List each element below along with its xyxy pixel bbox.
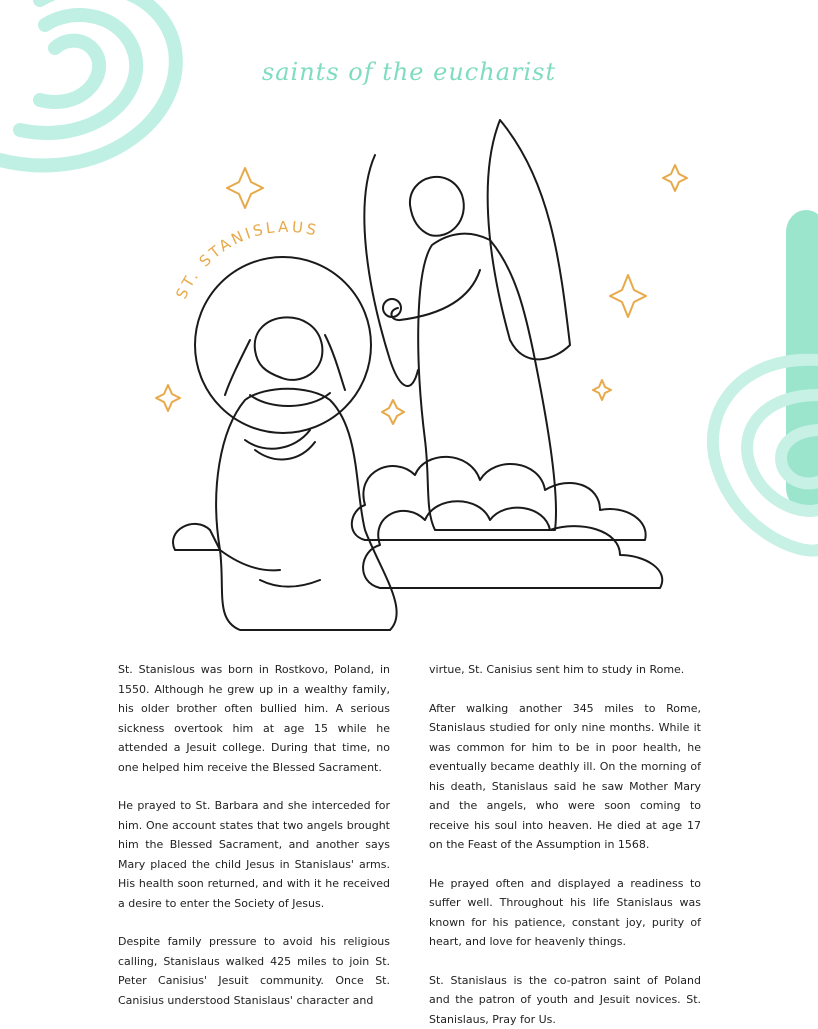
cloud-left (173, 524, 220, 550)
article-paragraph: Despite family pressure to avoid his religious calling, Stanislaus walked 425 miles to join St. Peter Canisius' Jesuit community. Once St. Canisius understood Stanislaus' character and (118, 932, 390, 1010)
angel-body (418, 234, 556, 530)
angel-arm (391, 270, 480, 320)
article-paragraph: He prayed to St. Barbara and she interceded for him. One account states that two angels brought him the Blessed Sacrament, and another says Mary placed the child Jesus in Stanislaus' arms. His health soon returned, and with it he received a desire to enter the Society of Jesus. (118, 796, 390, 913)
article-paragraph: St. Stanislaus is the co-patron saint of Poland and the patron of youth and Jesuit novices. St. Stanislaus, Pray for Us. (429, 971, 701, 1029)
angel-wing-right (488, 120, 570, 359)
article-paragraph: After walking another 345 miles to Rome, Stanislaus studied for only nine months. While it was common for him to be in poor health, he eventually became deathly ill. On the morning of his death, Stanislaus said he saw Mother Mary and the angels, who were soon coming to receive his soul into heaven. He died at age 17 on the Feast of the Assumption in 1568. (429, 699, 701, 855)
sparkle-icon (593, 380, 611, 400)
sparkle-icon (156, 385, 180, 411)
cloud-back (352, 457, 646, 540)
cloud-front (363, 501, 662, 588)
saint-hair (225, 335, 345, 395)
article-paragraph: St. Stanislous was born in Rostkovo, Poland, in 1550. Although he grew up in a wealthy family, his older brother often bullied him. A serious sickness overtook him at age 15 while he attended a Jesuit college. During that time, no one helped him receive the Blessed Sacrament. (118, 660, 390, 777)
article-column-right (429, 660, 701, 1029)
sparkle-icon (227, 168, 263, 208)
decorative-swirl-right (698, 210, 818, 570)
saint-body (216, 389, 396, 630)
saint-hands (245, 430, 315, 459)
article-paragraph: virtue, St. Canisius sent him to study in Rome. (429, 660, 701, 680)
sparkle-icon (610, 275, 646, 317)
sparkle-group (156, 165, 687, 424)
article-paragraph: He prayed often and displayed a readiness to suffer well. Throughout his life Stanislaus was known for his patience, constant joy, purity of heart, and love for heavenly things. (429, 874, 701, 952)
sparkle-icon (663, 165, 687, 191)
angel-wing-left (364, 155, 418, 386)
sparkle-icon (382, 400, 404, 424)
saint-illustration (150, 110, 710, 650)
saint-collar (250, 393, 330, 406)
saint-head (255, 317, 323, 379)
angel-head (410, 177, 464, 236)
page-title: saints of the eucharist (0, 58, 818, 86)
article-column-left (118, 660, 390, 1010)
saint-name-label: ST. STANISLAUS (172, 218, 321, 302)
